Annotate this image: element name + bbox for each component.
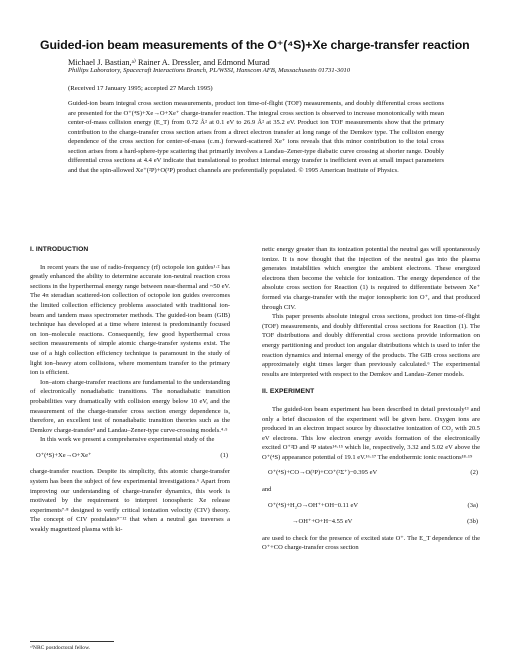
right-column bbox=[262, 245, 480, 553]
paper-title: Guided-ion beam measurements of the O⁺(⁴S)+Xe charge-transfer reaction bbox=[40, 38, 470, 52]
affiliation: Phillips Laboratory, Spacecraft Interactions Branch, PL/WSSI, Hanscom AFB, Massachusetts 01731-3010 bbox=[68, 67, 351, 74]
paragraph: In this work we present a comprehensive experimental study of the bbox=[40, 436, 215, 444]
paragraph: This paper presents absolute integral cross sections, product ion time-of-flight (TOF) measurements, and doubly differential cross sections for Reaction (1). The TOF distributions and doubly differential cross sections provide information on energy partitioning and product ion angular distributions which is used to infer the reaction dynamics and internal energy of the products. The GIB cross sections are approximately eight times larger than previously calculated.⁶ The experimental results are interpreted with respect to the Demkov and Landau–Zener models. bbox=[262, 313, 480, 378]
footnote-rule bbox=[30, 641, 114, 642]
equation-2 bbox=[262, 468, 480, 478]
equation-3a bbox=[262, 501, 480, 511]
received-dates: (Received 17 January 1995; accepted 27 March 1995) bbox=[68, 85, 213, 92]
paragraph: In recent years the use of radio-frequency (rf) octopole ion guides¹·² has greatly enhanced the ability to determine accurate ion-neutral reaction cross sections in the hyperthermal energy range between near-thermal and ~50 eV. The 4π steradian scattered-ion collection of octopole ion guides overcomes the limited collection efficiency problems associated with traditional ion-beam and tandem mass spectrometer methods. The guided-ion beam (GIB) technique has developed at a time where interest is predominantly focused on ion–molecule reactions. Consequently, few good hyperthermal cross section measurements of simple atomic charge-transfer systems exist. The use of a high collection efficiency technique is paramount in the study of light ion–heavy atom collisions, where momentum transfer to the primary ion is efficient. bbox=[30, 263, 230, 377]
author-list: Michael J. Bastian,ᵃ⁾ Rainer A. Dressler, and Edmond Murad bbox=[68, 58, 270, 67]
left-column bbox=[30, 245, 230, 535]
equation-text: O⁺(⁴S)+CO→O(³P)+CO⁺(²Σ⁺)−0.395 eV bbox=[268, 469, 378, 477]
paragraph: charge-transfer reaction. Despite its simplicity, this atomic charge-transfer system has been the subject of few experimental investigations.⁶ Apart from improving our understanding of charge-transfer dynamics, this work is motivated by the requirement to interpret ionospheric Xe release experiments⁷·⁸ designed to verify critical ionization velocity (CIV) theory. The concept of CIV postulates⁹⁻¹² that when a neutral gas traverses a weakly magnetized plasma with ki- bbox=[30, 468, 230, 534]
equation-3b bbox=[262, 517, 480, 527]
paragraph: The guided-ion beam experiment has been described in detail previously¹³ and only a brief discussion of the experiment will be given here. Oxygen ions are produced in an electron impact source by dissociative ionization of CO₂ with 20.5 eV electrons. This low electron energy avoids formation of the electronically excited O⁺²D and ²P states¹⁴·¹⁵ which lie, respectively, 3.32 and 5.02 eV above the O⁺(⁴S) appearance potential of 19.1 eV.¹⁶·¹⁷ The endothermic ionic reactions¹⁸·¹⁹ bbox=[262, 405, 480, 461]
abstract: Guided-ion beam integral cross section measurements, product ion time-of-flight (TOF) measurements, and doubly differential cross sections are presented for the O⁺(⁴S)+Xe→O+Xe⁺ charge-transfer reaction. The integral cross section is observed to increase monotonically with mean center-of-mass collision energy (E_T) from 0.72 Å² at 0.1 eV to 26.9 Å² at 35.2 eV. Product ion TOF measurements show that the primary contribution to the charge-transfer cross section arises from a direct electron transfer at long range of the Demkov type. The collision energy dependence of the cross section for center-of-mass (c.m.) forward-scattered Xe⁺ ions reveals that this minor contribution to the total cross section arises from a hard-sphere-type scattering that primarily involves a Landau–Zener-type diabatic curve crossing at shorter range. Doubly differential cross sections at 4.4 eV indicate that translational to product internal energy transfer is inefficient even at small impact parameters and that the spin-allowed Xe⁺(²P)+O(³P) product channels are preferentially populated. © 1995 American Institute of Physics. bbox=[68, 100, 444, 174]
equation-text: O⁺(⁴S)+Xe→O+Xe⁺ bbox=[36, 451, 92, 459]
section-heading-experiment: II. EXPERIMENT bbox=[262, 388, 315, 396]
footnote: ᵃ⁾NRC postdoctoral fellow. bbox=[30, 645, 91, 651]
equation-number: (2) bbox=[470, 469, 478, 477]
equation-number: (3b) bbox=[467, 518, 478, 526]
paragraph: are used to check for the presence of excited state O⁺. The E_T dependence of the O⁺+CO charge-transfer cross section bbox=[262, 534, 480, 552]
paragraph: and bbox=[262, 486, 272, 494]
paragraph: Ion–atom charge-transfer reactions are fundamental to the understanding of electronically nonadiabatic transitions. The nonadiabatic transition probabilities vary dramatically with collision energy below 10 eV, and the measurement of the charge-transfer cross section energy dependence is, therefore, an excellent test of nonadiabatic transition theories such as the Demkov charge-transfer³ and Landau–Zener-type curve-crossing models.⁴·⁵ bbox=[30, 378, 230, 434]
paragraph: netic energy greater than its ionization potential the neutral gas will spontaneously ionize. It is now thought that the injection of the neutral gas into the plasma generates instabilities which energize the ambient electrons. These energized electrons then become the vehicle for ionization. The energy dependence of the absolute cross section for Reaction (1) is required to differentiate between Xe⁺ formed via charge-transfer with the major ionospheric ion O⁺, and that produced through CIV. bbox=[262, 246, 480, 311]
section-heading-introduction: I. INTRODUCTION bbox=[30, 246, 89, 253]
equation-number: (3a) bbox=[467, 501, 478, 509]
equation-text: O⁺(⁴S)+H₂O→OH⁺+OH−0.11 eV bbox=[268, 501, 359, 509]
equation-1 bbox=[30, 451, 230, 461]
equation-text: →OH⁺+O+H−4.55 eV bbox=[292, 518, 353, 526]
equation-number: (1) bbox=[220, 451, 228, 459]
